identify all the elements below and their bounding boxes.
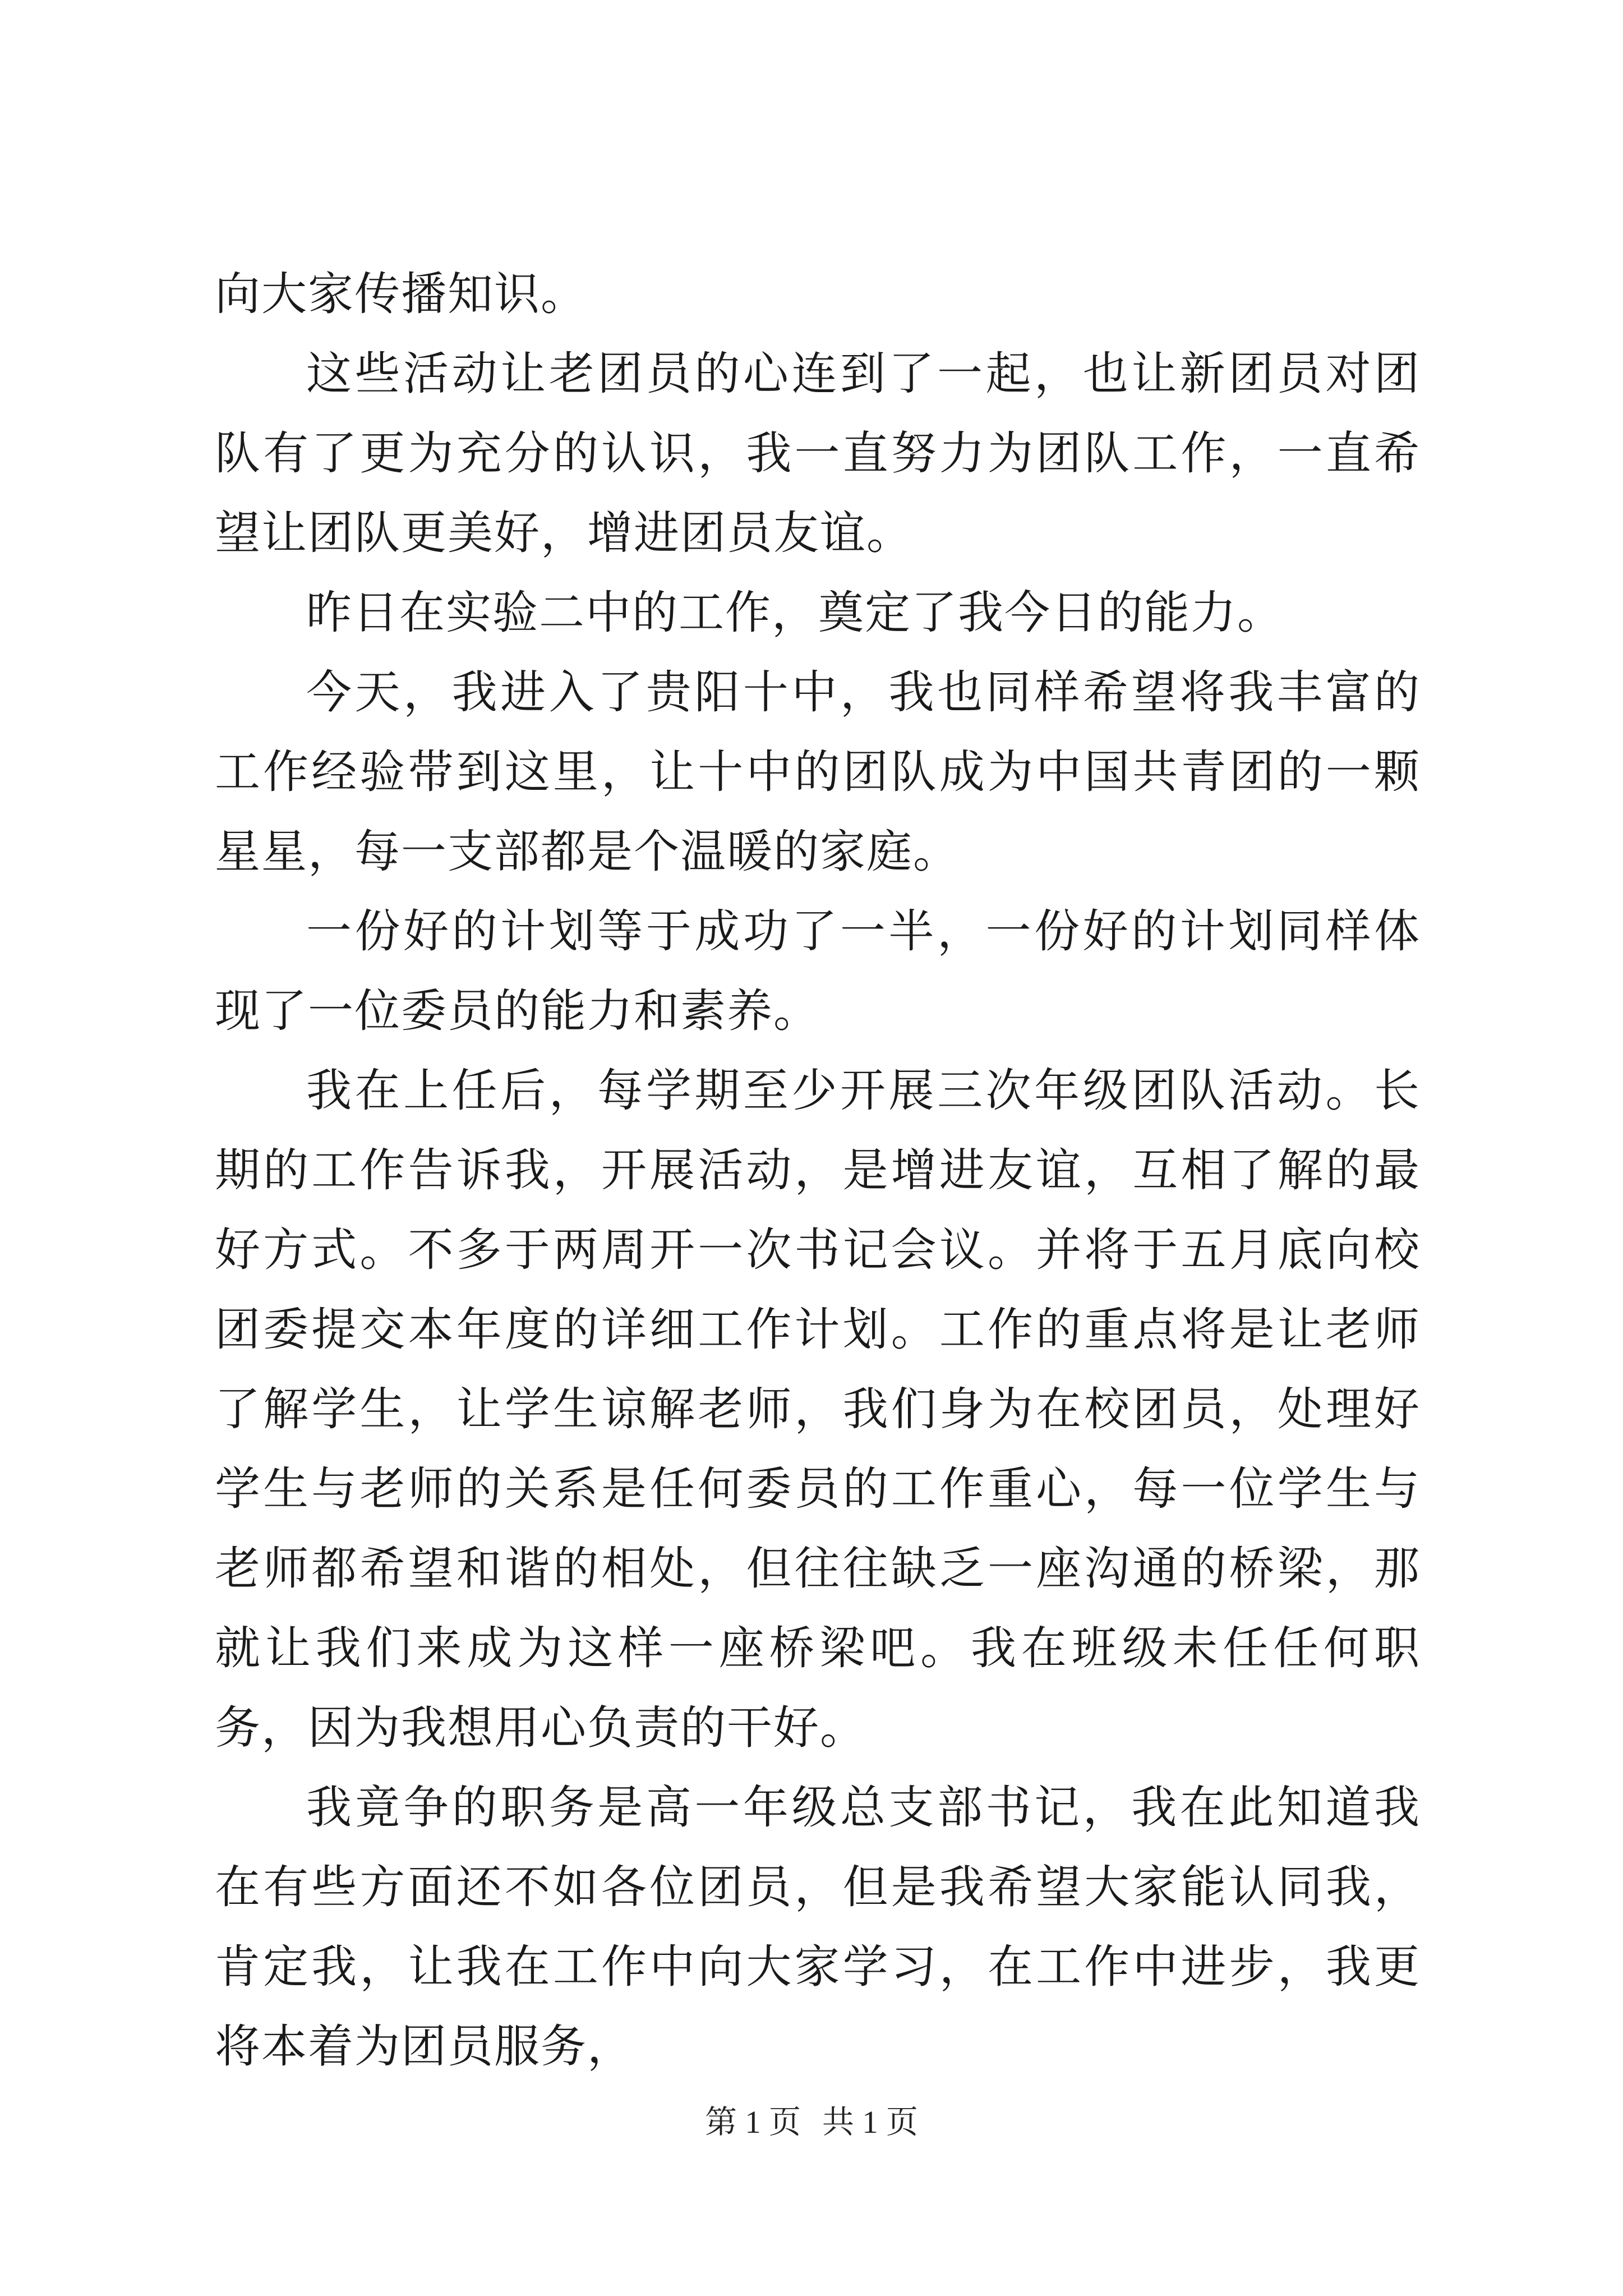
- document-body: [215, 255, 1421, 2087]
- page-footer: [0, 2103, 1623, 2142]
- paragraph: 昨日在实验二中的工作，奠定了我今日的能力。: [306, 587, 1284, 639]
- paragraph: 向大家传播知识。: [215, 268, 588, 321]
- paragraph: 这些活动让老团员的心连到了一起，也让新团员对团队有了更为充分的认识，我一直努力为团队工作，一直希望让团队更美好，增进团员友谊。: [215, 348, 1421, 560]
- paragraph: 我竟争的职务是高一年级总支部书记，我在此知道我在有些方面还不如各位团员，但是我希望大家能认同我，肯定我，让我在工作中向大家学习，在工作中进步，我更将本着为团员服务，: [215, 1782, 1421, 2073]
- paragraph: 今天，我进入了贵阳十中，我也同样希望将我丰富的工作经验带到这里，让十中的团队成为中国共青团的一颗星星，每一支部都是个温暖的家庭。: [215, 666, 1421, 878]
- paragraph: 一份好的计划等于成功了一半，一份好的计划同样体现了一位委员的能力和素养。: [215, 905, 1421, 1038]
- page-number-total: 共 1 页: [822, 2105, 918, 2140]
- page-number-current: 第 1 页: [705, 2105, 801, 2140]
- paragraph: 我在上任后，每学期至少开展三次年级团队活动。长期的工作告诉我，开展活动，是增进友谊，互相了解的最好方式。不多于两周开一次书记会议。并将于五月底向校团委提交本年度的详细工作计划。工作的重点将是让老师了解学生，让学生谅解老师，我们身为在校团员，处理好学生与老师的关系是任何委员的工作重心，每一位学生与老师都希望和谐的相处，但往往缺乏一座沟通的桥梁，那就让我们来成为这样一座桥梁吧。我在班级未任任何职务，因为我想用心负责的干好。: [215, 1065, 1421, 1755]
